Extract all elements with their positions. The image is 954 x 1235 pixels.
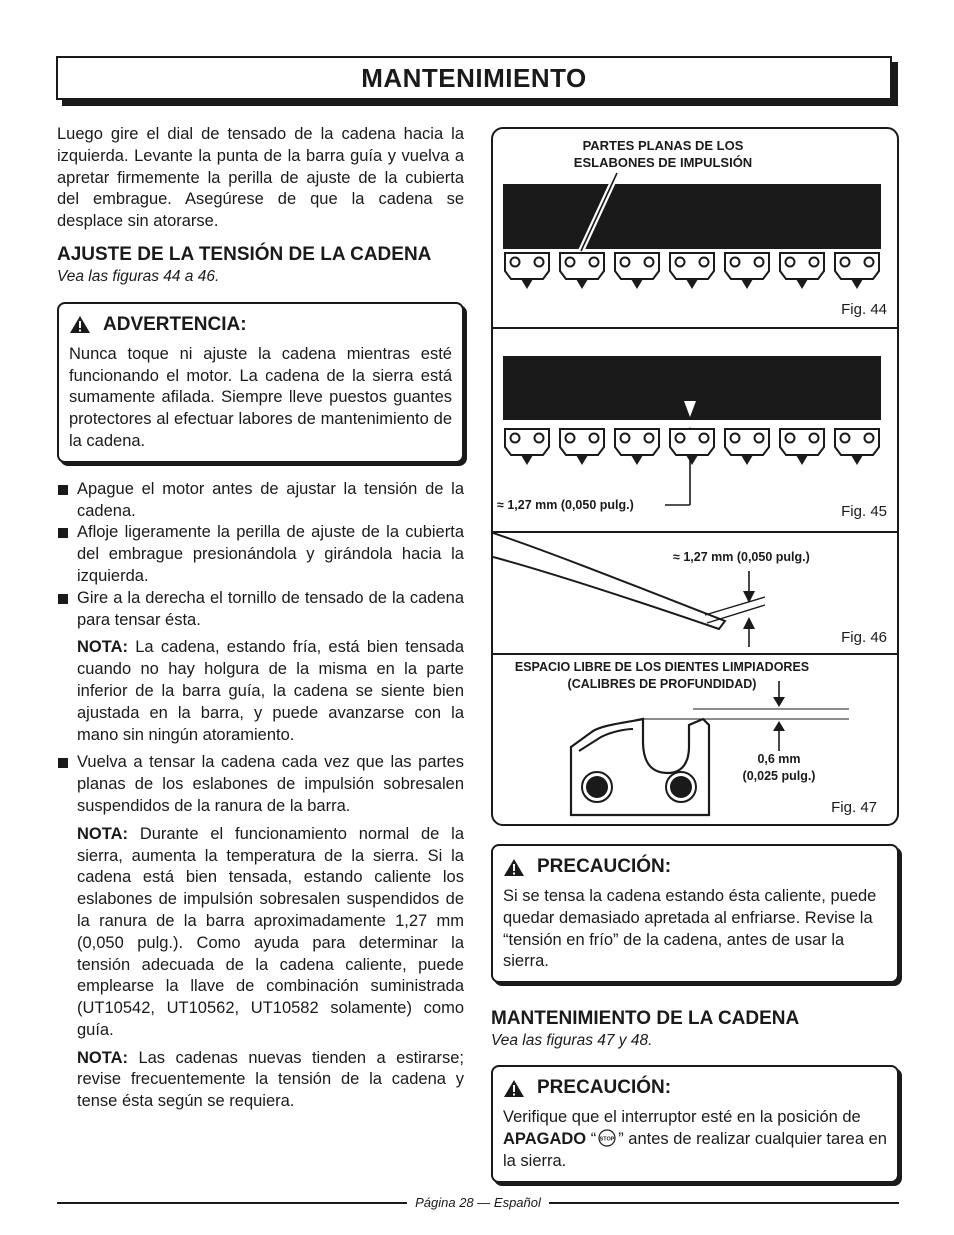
off-label: APAGADO — [503, 1129, 587, 1148]
note-cold-chain — [57, 637, 464, 746]
footer-language: — Español — [477, 1195, 541, 1210]
title-banner — [56, 56, 892, 100]
right-column — [491, 127, 897, 1183]
figure-46 — [493, 533, 897, 653]
caution-header — [503, 1077, 887, 1099]
fig47-title-line1: ESPACIO LIBRE DE LOS DIENTES LIMPIADORES — [514, 660, 810, 674]
bullet-item: Vuelva a tensar la cadena cada vez que las partes planas de los eslabones de impulsión sobresalen suspendidos de la ranura de la barra. — [57, 752, 464, 817]
intro-paragraph: Luego gire el dial de tensado de la cadena hacia la izquierda. Levante la punta de la barra guía y vuelva a apretar firmemente la perilla de ajuste de la cubierta del embrague. Asegúrese de que la cadena se desplace sin atorarse. — [57, 125, 464, 231]
left-column — [57, 124, 464, 1113]
note-text: Durante el funcionamiento normal de la sierra, aumenta la temperatura de la sierra. Si la cadena está bien tensada, estando caliente los eslabones de impulsión sobresalen suspendidos de la ranura de la barra aproximadamente 1,27 mm (0,050 pulg.). Como ayuda para determinar la tensión adecuada de la cadena caliente, puede emplearse la llave de combinación suministrada (UT10542, UT10562, UT10582 solamente) como guía. — [77, 824, 464, 1039]
caution-title: PRECAUCIÓN: — [537, 1077, 672, 1099]
title-box — [56, 56, 892, 100]
figures-panel — [491, 127, 899, 826]
warning-triangle-icon — [503, 1079, 525, 1098]
fig44-callout-line1: PARTES PLANAS DE LOS — [582, 138, 744, 153]
fig44-chain-drawing — [493, 129, 897, 327]
caution-box-switch — [491, 1065, 899, 1182]
fig44-label: Fig. 44 — [841, 301, 887, 318]
bullet-list-2 — [57, 752, 464, 817]
see-figures-47-48: Vea las figuras 47 y 48. — [491, 1032, 653, 1050]
warning-header — [69, 314, 452, 336]
note-text: Las cadenas nuevas tienden a estirarse; revise frecuentemente la tensión de la cadena y tense ésta según se requiera. — [77, 1048, 464, 1111]
fig45-measure: ≈ 1,27 mm (0,050 pulg.) — [497, 498, 634, 512]
fig47-title-line2: (CALIBRES DE PROFUNDIDAD) — [567, 677, 757, 691]
stop-icon — [596, 1129, 618, 1147]
page-title: MANTENIMIENTO — [361, 62, 587, 93]
note-label: NOTA: — [77, 824, 129, 843]
warning-box — [57, 302, 464, 463]
note-text: La cadena, estando fría, está bien tensada cuando no hay holgura de la misma en la parte inferior de la barra guía, la cadena se siente bien ajustada en la barra, y puede avanzarse con la mano sin ningún atoramiento. — [77, 638, 464, 744]
fig47-measure-line2: (0,025 pulg.) — [742, 769, 816, 783]
section-title-tension: AJUSTE DE LA TENSIÓN DE LA CADENA — [57, 243, 432, 265]
figure-45 — [493, 329, 897, 531]
note-label: NOTA: — [77, 638, 129, 657]
caution-title: PRECAUCIÓN: — [537, 856, 672, 877]
warning-title: ADVERTENCIA: — [103, 313, 247, 335]
footer-rule-left — [57, 1202, 407, 1204]
note-hot-chain — [57, 824, 464, 1042]
caution-text: Verifique que el interruptor esté en la posición de — [503, 1108, 861, 1127]
fig45-label: Fig. 45 — [841, 503, 887, 520]
warning-triangle-icon — [503, 858, 525, 877]
footer-rule-right — [549, 1202, 899, 1204]
figure-44 — [493, 129, 897, 327]
bullet-item: Gire a la derecha el tornillo de tensado de la cadena para tensar ésta. — [57, 588, 464, 632]
page-number: Página 28 — [415, 1195, 474, 1210]
warning-triangle-icon — [69, 315, 91, 334]
figure-47 — [493, 655, 897, 824]
page-footer — [57, 1195, 899, 1210]
caution-text: ” antes de realizar cualquier tarea en la sierra. — [503, 1129, 887, 1170]
svg-text:STOP: STOP — [599, 1136, 615, 1143]
caution-header — [503, 856, 887, 878]
fig46-measure: ≈ 1,27 mm (0,050 pulg.) — [673, 550, 810, 564]
see-figures-44-46: Vea las figuras 44 a 46. — [57, 267, 220, 285]
fig44-callout-line2: ESLABONES DE IMPULSIÓN — [573, 155, 753, 170]
footer-text — [407, 1195, 549, 1210]
fig47-measure-line1: 0,6 mm — [757, 752, 801, 766]
note-label: NOTA: — [77, 1048, 129, 1067]
caution-body: Si se tensa la cadena estando ésta caliente, puede quedar demasiado apretada al enfriarse. Revise la “tensión en frío” de la cadena, antes de usar la sierra. — [503, 887, 877, 971]
caution-body — [503, 1107, 887, 1172]
fig46-label: Fig. 46 — [841, 629, 887, 646]
fig47-label: Fig. 47 — [831, 799, 877, 816]
bullet-item: Apague el motor antes de ajustar la tensión de la cadena. — [57, 479, 464, 523]
bullet-item: Afloje ligeramente la perilla de ajuste de la cubierta del embrague presionándola y girándola hacia la izquierda. — [57, 522, 464, 587]
bullet-list — [57, 479, 464, 632]
fig47-measure — [729, 751, 829, 785]
warning-body: Nunca toque ni ajuste la cadena mientras esté funcionando el motor. La cadena de la sierra está sumamente afilada. Siempre lleve puestos guantes protectores al efectuar labores de mantenimiento de la cadena. — [69, 344, 452, 450]
section-title-chain-maintenance: MANTENIMIENTO DE LA CADENA — [491, 1008, 800, 1030]
note-new-chains — [57, 1048, 464, 1113]
caution-text: “ — [586, 1129, 597, 1148]
caution-box-hot-chain — [491, 844, 899, 983]
